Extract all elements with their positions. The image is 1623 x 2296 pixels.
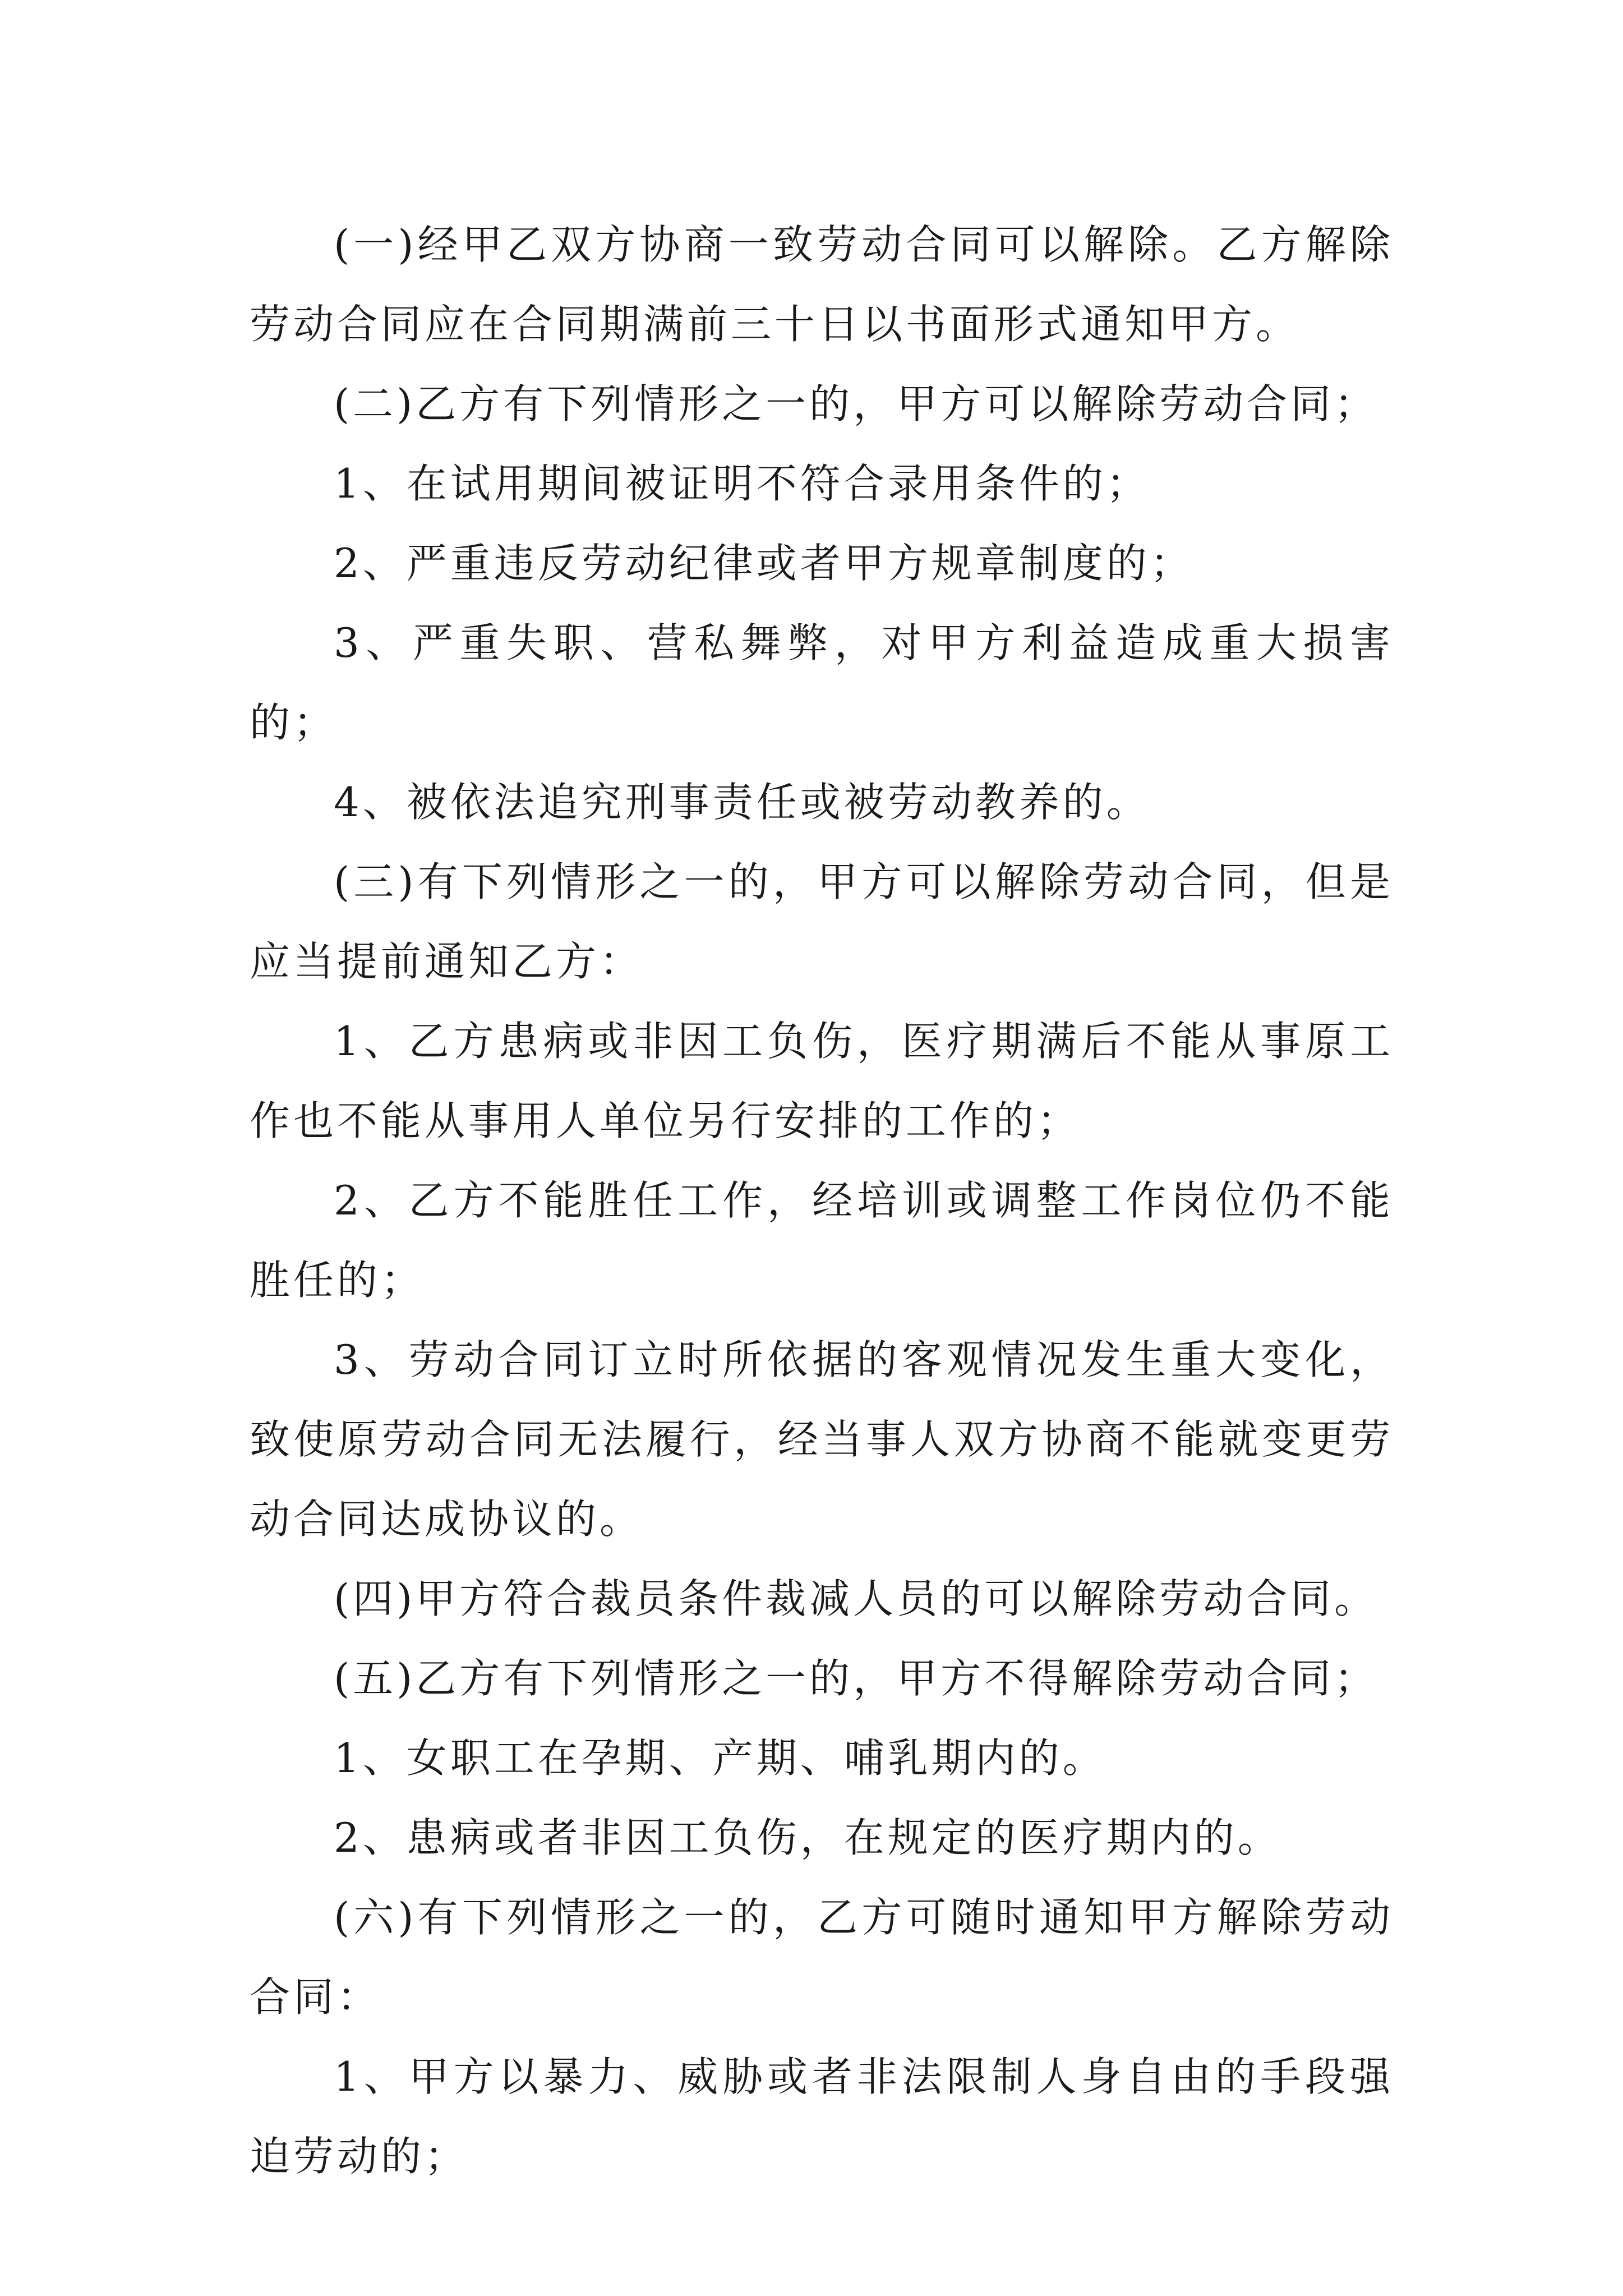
document-body xyxy=(250,205,1394,2196)
paragraph: 3、严重失职、营私舞弊，对甲方利益造成重大损害的； xyxy=(250,619,1394,746)
paragraph: 3、劳动合同订立时所依据的客观情况发生重大变化，致使原劳动合同无法履行，经当事人双方协商不能就变更劳动合同达成协议的。 xyxy=(250,1336,1394,1543)
paragraph: 1、乙方患病或非因工负伤，医疗期满后不能从事原工作也不能从事用人单位另行安排的工作的； xyxy=(250,1018,1394,1144)
paragraph: (四)甲方符合裁员条件裁减人员的可以解除劳动合同。 xyxy=(334,1575,1378,1622)
paragraph: (六)有下列情形之一的，乙方可随时通知甲方解除劳动合同： xyxy=(250,1894,1394,2021)
paragraph: 1、在试用期间被证明不符合录用条件的； xyxy=(334,460,1150,507)
paragraph: 2、严重违反劳动纪律或者甲方规章制度的； xyxy=(334,540,1194,587)
paragraph: 1、甲方以暴力、威胁或者非法限制人身自由的手段强迫劳动的； xyxy=(250,2053,1394,2180)
paragraph: (五)乙方有下列情形之一的，甲方不得解除劳动合同； xyxy=(334,1655,1378,1702)
paragraph: 2、乙方不能胜任工作，经培训或调整工作岗位仍不能胜任的； xyxy=(250,1177,1394,1304)
paragraph: 1、女职工在孕期、产期、哺乳期内的。 xyxy=(334,1734,1106,1782)
paragraph: 4、被依法追究刑事责任或被劳动教养的。 xyxy=(334,779,1150,826)
paragraph: (一)经甲乙双方协商一致劳动合同可以解除。乙方解除劳动合同应在合同期满前三十日以书面形式通知甲方。 xyxy=(250,221,1394,348)
paragraph: (二)乙方有下列情形之一的，甲方可以解除劳动合同； xyxy=(334,380,1378,427)
paragraph: 2、患病或者非因工负伤，在规定的医疗期内的。 xyxy=(334,1814,1281,1861)
paragraph: (三)有下列情形之一的，甲方可以解除劳动合同，但是应当提前通知乙方： xyxy=(250,858,1394,985)
